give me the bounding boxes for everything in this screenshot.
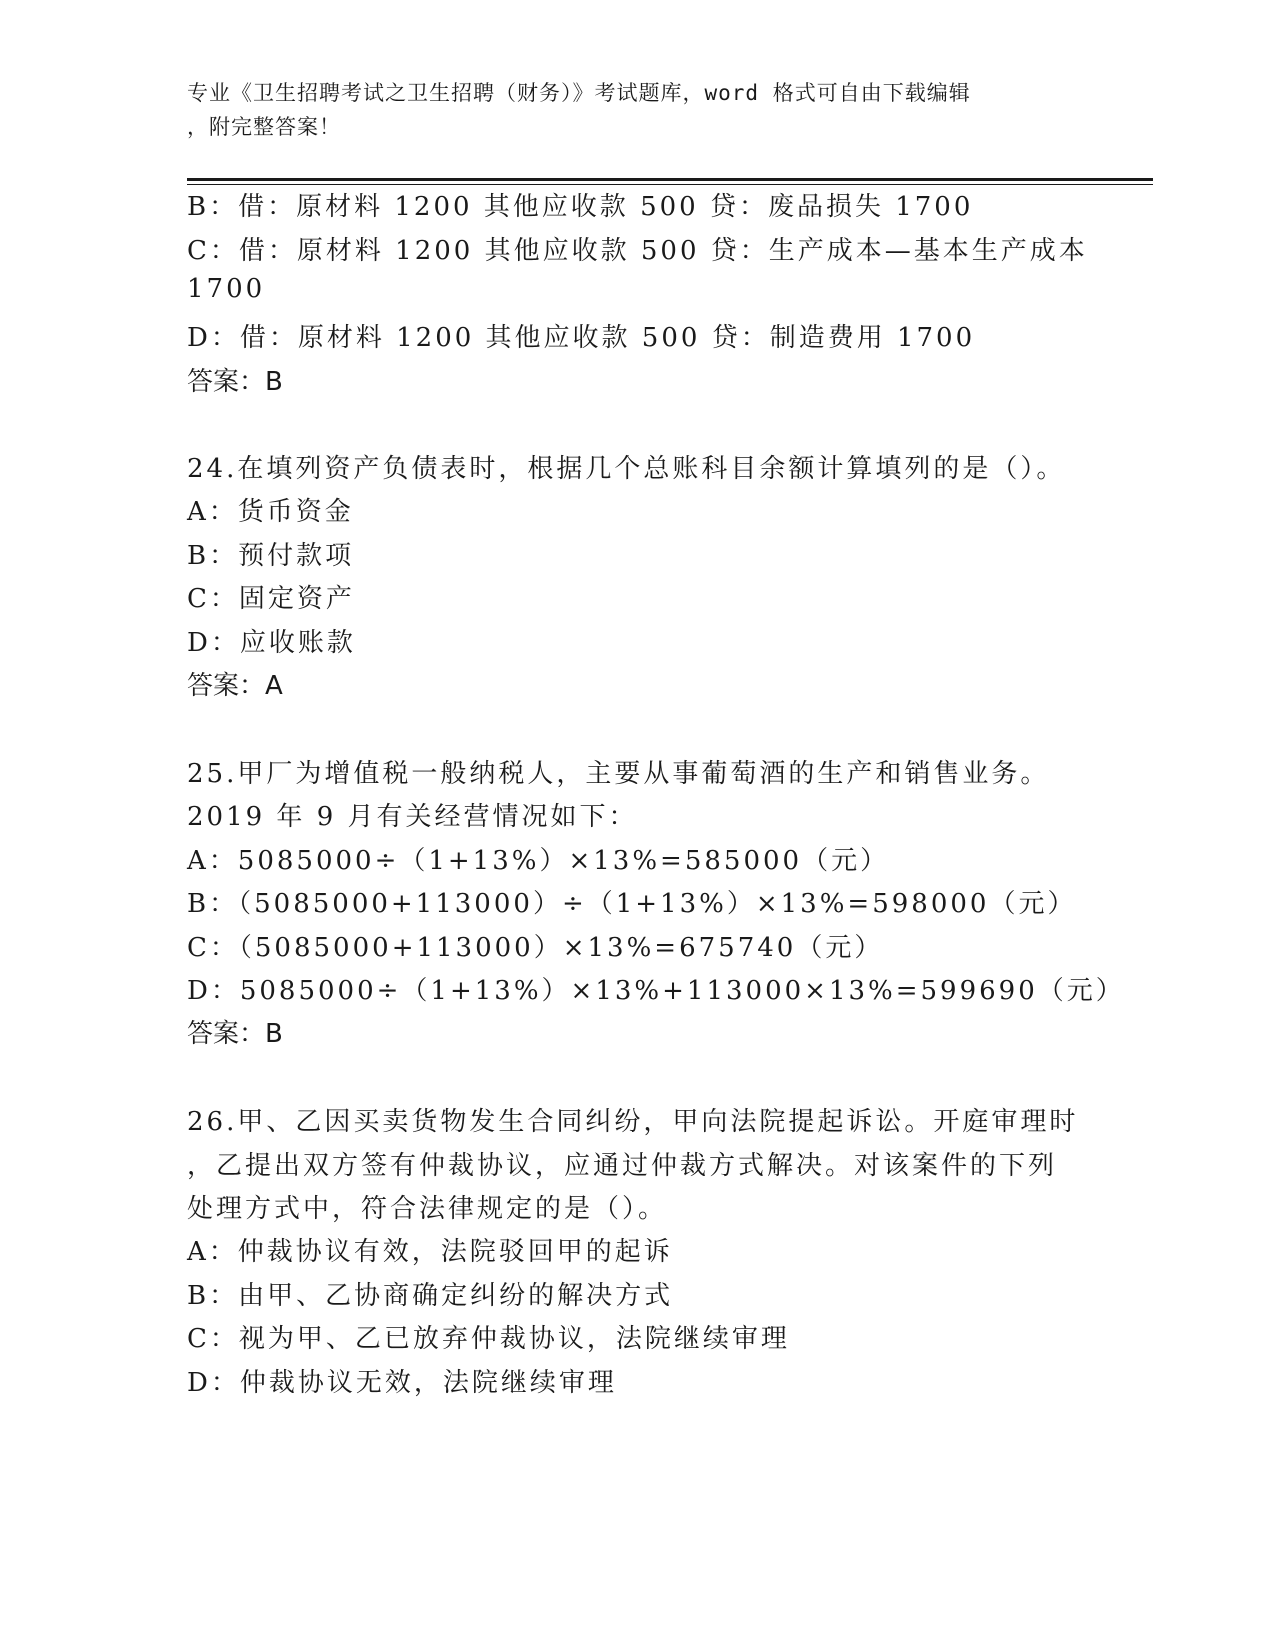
q24-option-a: A：货币资金 — [187, 497, 354, 527]
q24-option-d: D：应收账款 — [187, 628, 356, 658]
q24-option-c: C：固定资产 — [187, 584, 355, 614]
document-header — [187, 76, 1087, 144]
q24-option-b: B：预付款项 — [187, 541, 355, 571]
header-subtitle-line: ，附完整答案！ — [187, 115, 341, 139]
q26-option-d: D：仲裁协议无效，法院继续审理 — [187, 1368, 617, 1398]
q24-answer: 答案：A — [187, 671, 283, 701]
header-title-line: 专业《卫生招聘考试之卫生招聘（财务）》考试题库，word 格式可自由下载编辑 — [187, 81, 971, 105]
q23-option-d: D：借：原材料 1200 其他应收款 500 贷：制造费用 1700 — [187, 323, 976, 353]
q25-option-c: C：（5085000+113000）×13%=675740（元） — [187, 933, 884, 963]
q25-option-a: A：5085000÷（1+13%）×13%=585000（元） — [187, 846, 890, 876]
q24-question: 24.在填列资产负债表时，根据几个总账科目余额计算填列的是（）。 — [187, 454, 1066, 484]
header-divider-thick — [187, 178, 1153, 181]
q23-option-b: B：借：原材料 1200 其他应收款 500 贷：废品损失 1700 — [187, 192, 974, 222]
q25-question-continued: 2019 年 9 月有关经营情况如下： — [187, 802, 638, 832]
q23-option-c-continued: 1700 — [187, 274, 266, 304]
q25-answer: 答案：B — [187, 1019, 283, 1049]
q23-answer: 答案：B — [187, 367, 283, 397]
q23-option-c: C：借：原材料 1200 其他应收款 500 贷：生产成本—基本生产成本 — [187, 236, 1088, 266]
q26-option-a: A：仲裁协议有效，法院驳回甲的起诉 — [187, 1237, 673, 1267]
header-divider-thin — [187, 184, 1153, 185]
q26-question: 26.甲、乙因买卖货物发生合同纠纷，甲向法院提起诉讼。开庭审理时 — [187, 1107, 1079, 1137]
q26-option-b: B：由甲、乙协商确定纠纷的解决方式 — [187, 1281, 674, 1311]
q26-question-continued-1: ，乙提出双方签有仲裁协议，应通过仲裁方式解决。对该案件的下列 — [187, 1151, 1058, 1181]
q25-option-b: B：（5085000+113000）÷（1+13%）×13%=598000（元） — [187, 889, 1077, 919]
q26-option-c: C：视为甲、乙已放弃仲裁协议，法院继续审理 — [187, 1324, 790, 1354]
q26-question-continued-2: 处理方式中，符合法律规定的是（）。 — [187, 1194, 668, 1224]
q25-question: 25.甲厂为增值税一般纳税人，主要从事葡萄酒的生产和销售业务。 — [187, 759, 1050, 789]
q25-option-d: D：5085000÷（1+13%）×13%+113000×13%=599690（元） — [187, 976, 1125, 1006]
